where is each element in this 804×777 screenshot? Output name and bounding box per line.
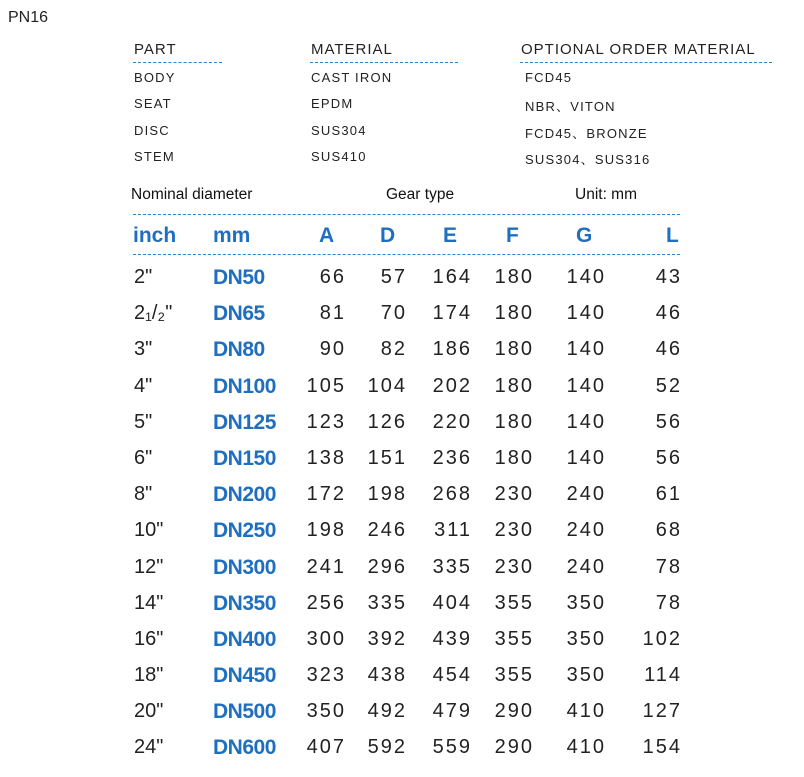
dimensions-rows: [0, 263, 804, 770]
inch-cell: 8": [134, 483, 153, 506]
dn-cell: DN600: [213, 736, 276, 760]
table-row: [0, 625, 804, 661]
g-cell: 140: [566, 266, 606, 288]
f-cell: 290: [494, 736, 534, 759]
l-cell: 61: [655, 483, 682, 506]
l-cell: 56: [655, 446, 682, 469]
f-cell: 180: [494, 302, 534, 325]
divider: [133, 62, 222, 63]
dn-cell: DN100: [213, 374, 276, 398]
table-row: [0, 335, 804, 371]
dn-cell: DN250: [213, 519, 276, 543]
inch-cell: 14": [134, 591, 164, 614]
d-cell: 592: [367, 736, 407, 759]
g-cell: 140: [566, 446, 606, 469]
table-row: [0, 733, 804, 769]
a-cell: 123: [306, 410, 346, 433]
f-cell: 180: [494, 338, 534, 361]
a-cell: 105: [306, 374, 346, 397]
d-cell: 126: [367, 410, 407, 433]
a-cell: 241: [306, 555, 346, 578]
e-cell: 404: [432, 591, 472, 614]
g-cell: 350: [566, 664, 606, 687]
table-row: [0, 661, 804, 697]
dn-cell: DN65: [213, 302, 265, 326]
materials-header-material: MATERIAL: [311, 41, 393, 58]
inch-cell: 2₁/₂": [134, 302, 173, 325]
column-header-a: A: [319, 224, 335, 247]
materials-cell: FCD45、BRONZE: [525, 126, 648, 141]
a-cell: 81: [319, 302, 346, 325]
f-cell: 355: [494, 627, 534, 650]
d-cell: 438: [367, 664, 407, 687]
unit-caption: Unit: mm: [575, 186, 637, 203]
table-row: [0, 444, 804, 480]
materials-cell: EPDM: [311, 96, 354, 111]
e-cell: 164: [432, 266, 472, 288]
f-cell: 230: [494, 483, 534, 506]
dn-cell: DN500: [213, 700, 276, 724]
table-row: [0, 589, 804, 625]
l-cell: 68: [655, 519, 682, 542]
l-cell: 52: [655, 374, 682, 397]
e-cell: 479: [432, 700, 472, 723]
inch-cell: 4": [134, 374, 153, 397]
e-cell: 174: [432, 302, 472, 325]
a-cell: 66: [319, 266, 346, 288]
a-cell: 256: [306, 591, 346, 614]
d-cell: 82: [380, 338, 407, 361]
g-cell: 140: [566, 302, 606, 325]
a-cell: 138: [306, 446, 346, 469]
g-cell: 140: [566, 374, 606, 397]
e-cell: 311: [434, 519, 472, 542]
f-cell: 230: [494, 519, 534, 542]
materials-cell: SEAT: [134, 96, 172, 111]
g-cell: 240: [566, 555, 606, 578]
table-row: [0, 263, 804, 299]
dn-cell: DN200: [213, 483, 276, 507]
materials-cell: NBR、VITON: [525, 99, 616, 114]
inch-cell: 10": [134, 519, 164, 542]
table-row: [0, 299, 804, 335]
f-cell: 180: [494, 374, 534, 397]
g-cell: 410: [566, 700, 606, 723]
g-cell: 240: [566, 483, 606, 506]
l-cell: 102: [642, 627, 682, 650]
dn-cell: DN350: [213, 591, 276, 615]
l-cell: 78: [655, 591, 682, 614]
materials-cell: SUS410: [311, 149, 367, 164]
g-cell: 350: [566, 591, 606, 614]
e-cell: 202: [432, 374, 472, 397]
a-cell: 300: [306, 627, 346, 650]
e-cell: 268: [432, 483, 472, 506]
dn-cell: DN400: [213, 627, 276, 651]
divider: [133, 254, 680, 255]
inch-cell: 20": [134, 700, 164, 723]
e-cell: 236: [432, 446, 472, 469]
nominal-diameter-caption: Nominal diameter: [131, 186, 253, 203]
l-cell: 78: [655, 555, 682, 578]
table-row: [0, 408, 804, 444]
column-header-l: L: [666, 224, 679, 247]
f-cell: 355: [494, 591, 534, 614]
table-row: [0, 480, 804, 516]
gear-type-caption: Gear type: [386, 186, 455, 203]
table-row: [0, 372, 804, 408]
d-cell: 151: [367, 446, 407, 469]
dn-cell: DN125: [213, 410, 276, 434]
d-cell: 198: [367, 483, 407, 506]
column-header-d: D: [380, 224, 396, 247]
d-cell: 57: [380, 266, 407, 288]
f-cell: 355: [494, 664, 534, 687]
table-row: [0, 697, 804, 733]
l-cell: 46: [655, 338, 682, 361]
dn-cell: DN80: [213, 338, 265, 362]
d-cell: 392: [367, 627, 407, 650]
inch-cell: 24": [134, 736, 164, 759]
inch-cell: 2": [134, 266, 153, 288]
inch-cell: 18": [134, 664, 164, 687]
f-cell: 180: [494, 266, 534, 288]
a-cell: 350: [306, 700, 346, 723]
column-header-inch: inch: [133, 224, 177, 247]
table-row: [0, 553, 804, 589]
column-header-e: E: [443, 224, 458, 247]
column-header-f: F: [506, 224, 519, 247]
materials-cell: CAST IRON: [311, 70, 393, 85]
f-cell: 180: [494, 446, 534, 469]
d-cell: 104: [367, 374, 407, 397]
d-cell: 335: [367, 591, 407, 614]
l-cell: 127: [642, 700, 682, 723]
inch-cell: 6": [134, 446, 153, 469]
a-cell: 323: [306, 664, 346, 687]
dn-cell: DN450: [213, 664, 276, 688]
materials-cell: SUS304、SUS316: [525, 152, 651, 167]
d-cell: 296: [367, 555, 407, 578]
divider: [310, 62, 458, 63]
l-cell: 154: [642, 736, 682, 759]
a-cell: 407: [306, 736, 346, 759]
f-cell: 230: [494, 555, 534, 578]
divider: [520, 62, 772, 63]
inch-cell: 12": [134, 555, 164, 578]
a-cell: 198: [306, 519, 346, 542]
materials-cell: FCD45: [525, 70, 573, 85]
materials-header-optional: OPTIONAL ORDER MATERIAL: [521, 41, 756, 58]
d-cell: 70: [380, 302, 407, 325]
table-row: [0, 516, 804, 552]
column-header-mm: mm: [213, 224, 251, 247]
g-cell: 140: [566, 338, 606, 361]
d-cell: 492: [367, 700, 407, 723]
dn-cell: DN300: [213, 555, 276, 579]
e-cell: 335: [432, 555, 472, 578]
materials-cell: DISC: [134, 123, 170, 138]
pressure-class-label: PN16: [8, 9, 49, 26]
divider: [133, 214, 680, 215]
e-cell: 439: [432, 627, 472, 650]
d-cell: 246: [367, 519, 407, 542]
inch-cell: 3": [134, 338, 153, 361]
materials-header-part: PART: [134, 41, 177, 58]
l-cell: 56: [655, 410, 682, 433]
materials-cell: SUS304: [311, 123, 367, 138]
g-cell: 240: [566, 519, 606, 542]
a-cell: 172: [306, 483, 346, 506]
g-cell: 140: [566, 410, 606, 433]
column-header-g: G: [576, 224, 593, 247]
f-cell: 290: [494, 700, 534, 723]
e-cell: 454: [432, 664, 472, 687]
l-cell: 114: [644, 664, 682, 687]
inch-cell: 5": [134, 410, 153, 433]
a-cell: 90: [319, 338, 346, 361]
g-cell: 350: [566, 627, 606, 650]
e-cell: 220: [432, 410, 472, 433]
dn-cell: DN50: [213, 266, 265, 289]
e-cell: 559: [432, 736, 472, 759]
e-cell: 186: [432, 338, 472, 361]
l-cell: 43: [655, 266, 682, 288]
f-cell: 180: [494, 410, 534, 433]
materials-cell: STEM: [134, 149, 175, 164]
inch-cell: 16": [134, 627, 164, 650]
g-cell: 410: [566, 736, 606, 759]
l-cell: 46: [655, 302, 682, 325]
materials-cell: BODY: [134, 70, 176, 85]
dn-cell: DN150: [213, 446, 276, 470]
